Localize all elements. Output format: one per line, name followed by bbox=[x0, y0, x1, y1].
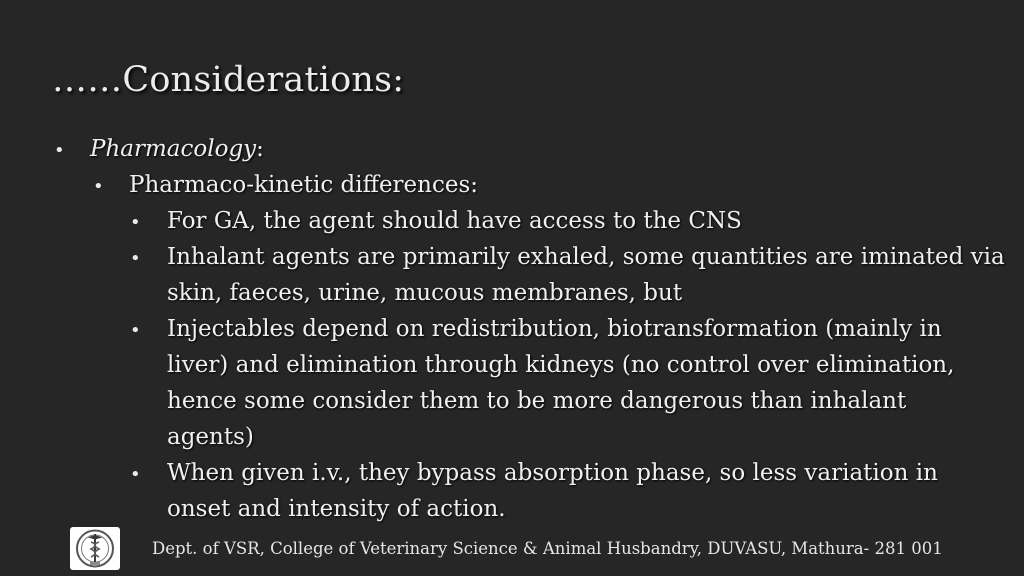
iv-line-1: When given i.v., they bypass absorption phase, so less variation in bbox=[167, 460, 938, 486]
university-seal-caduceus-icon bbox=[70, 527, 120, 570]
injectables-line-4: agents) bbox=[167, 424, 254, 450]
bullet-level2: • bbox=[93, 176, 104, 197]
injectables-line-2: liver) and elimination through kidneys (no control over elimination, bbox=[167, 352, 955, 378]
bullet-level1: • bbox=[54, 140, 65, 161]
pharmacology-colon: : bbox=[256, 136, 264, 162]
pharmacology-heading bbox=[90, 136, 264, 162]
pharmacology-label: Pharmacology bbox=[90, 136, 257, 162]
slide-title: ……Considerations: bbox=[52, 60, 405, 100]
pk-heading: Pharmaco-kinetic differences: bbox=[129, 172, 479, 198]
injectables-line-3: hence some consider them to be more dangerous than inhalant bbox=[167, 388, 907, 414]
university-logo bbox=[70, 527, 120, 570]
bullet-level3: • bbox=[130, 464, 141, 485]
ga-line: For GA, the agent should have access to the CNS bbox=[167, 208, 742, 234]
iv-line-2: onset and intensity of action. bbox=[167, 496, 506, 522]
bullet-level3: • bbox=[130, 212, 141, 233]
footer-text: Dept. of VSR, College of Veterinary Science & Animal Husbandry, DUVASU, Mathura- 281 001 bbox=[152, 539, 943, 558]
inhalant-line-1: Inhalant agents are primarily exhaled, some quantities are iminated via bbox=[167, 244, 1005, 270]
inhalant-line-2: skin, faeces, urine, mucous membranes, but bbox=[167, 280, 683, 306]
bullet-level3: • bbox=[130, 320, 141, 341]
bullet-level3: • bbox=[130, 248, 141, 269]
injectables-line-1: Injectables depend on redistribution, biotransformation (mainly in bbox=[167, 316, 942, 342]
